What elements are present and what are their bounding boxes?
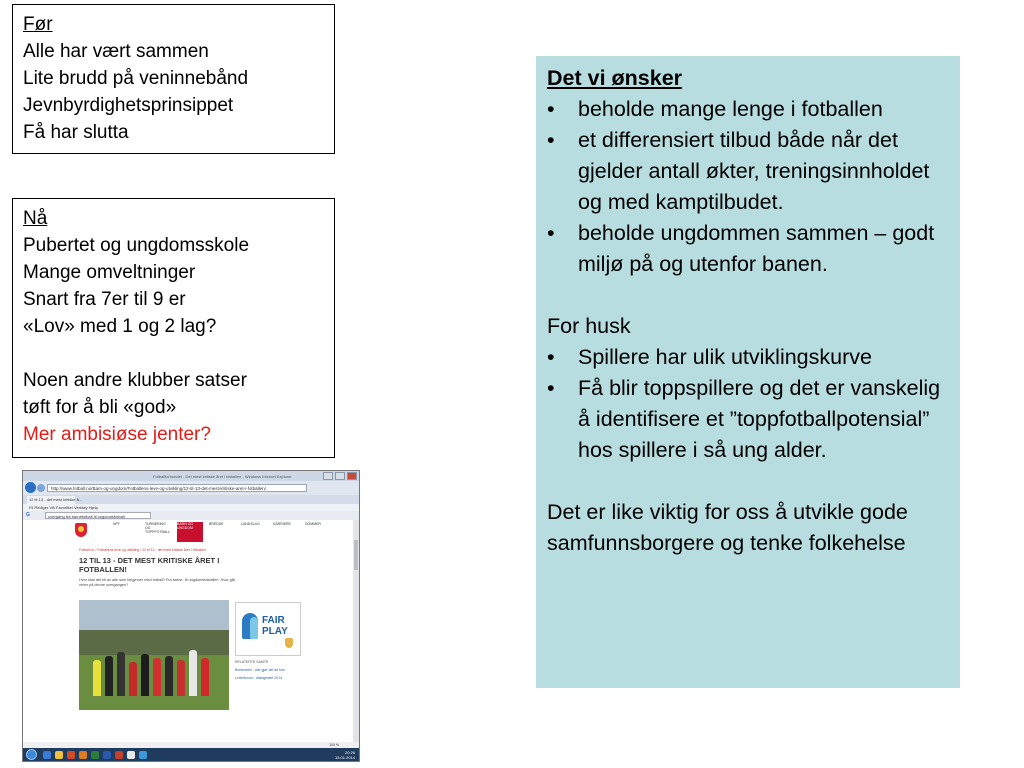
now-line: Mange omveltninger bbox=[23, 262, 196, 283]
club-badge-icon bbox=[285, 638, 293, 648]
powerpoint-icon[interactable] bbox=[115, 751, 123, 759]
ie-icon[interactable] bbox=[43, 751, 51, 759]
sidebar-link[interactable]: Bortsvaren - alle gjør det de kan bbox=[235, 668, 285, 672]
tab-bar bbox=[23, 495, 359, 504]
google-toolbar bbox=[23, 511, 359, 520]
menu-bar[interactable]: Fil Rediger Vis Favoritter Verktøy Hjelp bbox=[23, 504, 359, 511]
fairplay-word: FAIR bbox=[262, 615, 285, 626]
site-nav-item[interactable]: LANDSLAG bbox=[241, 522, 260, 526]
back-arrow-icon[interactable] bbox=[25, 482, 36, 493]
close-button[interactable] bbox=[347, 472, 357, 480]
wishes-panel bbox=[536, 56, 960, 688]
address-bar[interactable]: http://www.fotball.no/Barn-og-ungdom/Fotballens-leve-og-utvikling/12-til-13-det-mest-kritiske-aret-i-fotballen/ bbox=[47, 484, 307, 492]
remember-list bbox=[547, 342, 949, 466]
remember-heading: For husk bbox=[547, 314, 631, 338]
firefox-icon[interactable] bbox=[79, 751, 87, 759]
site-nav-item[interactable]: KARRIERE bbox=[273, 522, 291, 526]
wishes-list bbox=[547, 94, 949, 280]
excel-icon[interactable] bbox=[91, 751, 99, 759]
now-line: Snart fra 7er til 9 er bbox=[23, 289, 186, 310]
site-nav-item-active[interactable]: BARN OG UNGDOM bbox=[177, 522, 203, 542]
scroll-thumb[interactable] bbox=[354, 540, 358, 570]
explorer-icon[interactable] bbox=[55, 751, 63, 759]
minimize-button[interactable] bbox=[323, 472, 333, 480]
now-heading: Nå bbox=[23, 208, 48, 229]
remember-bullet: • Få blir toppspillere og det er vanskelig å identifisere et ”toppfotballpotensial” hos spillere i så ung alder. bbox=[547, 373, 949, 466]
now-line: tøft for å bli «god» bbox=[23, 397, 177, 418]
site-nav-item[interactable]: BREDDE bbox=[209, 522, 224, 526]
now-line: «Lov» med 1 og 2 lag? bbox=[23, 316, 217, 337]
window-titlebar bbox=[23, 471, 359, 481]
before-heading: Før bbox=[23, 14, 53, 35]
clock-date: 15.01.2014 bbox=[334, 755, 355, 760]
site-nav-item[interactable]: DOMMER bbox=[305, 522, 321, 526]
before-line: Få har slutta bbox=[23, 122, 129, 143]
app-icon[interactable] bbox=[139, 751, 147, 759]
fairplay-word: PLAY bbox=[262, 626, 288, 637]
now-line: Pubertet og ungdomsskole bbox=[23, 235, 250, 256]
zoom-level[interactable]: 100 % bbox=[329, 743, 339, 747]
site-nav bbox=[113, 522, 343, 538]
wishes-bullet: • beholde ungdommen sammen – godt miljø på og utenfor banen. bbox=[547, 218, 949, 280]
clock-time: 20:26 bbox=[344, 750, 355, 755]
remember-bullet: • Spillere har ulik utviklingskurve bbox=[547, 342, 949, 373]
start-button-icon[interactable] bbox=[26, 749, 37, 760]
site-nav-item[interactable]: NFF bbox=[113, 522, 120, 526]
spacer bbox=[547, 280, 949, 311]
site-nav-item[interactable]: TURNERING OG TOPPFOTBALL bbox=[145, 522, 171, 534]
before-box bbox=[12, 4, 335, 154]
article-intro: Hvor skal det bli av alle som begynner med fotball? Fra barne- til ungdomsfotballen. Hvor går veien på denne overgangen? bbox=[79, 578, 236, 587]
browser-tab[interactable]: 12 til 13 - det mest kritiske å... bbox=[29, 497, 83, 502]
window-buttons bbox=[323, 472, 357, 480]
spacer bbox=[23, 340, 324, 367]
sidebar-heading: RELATERTE SAKER bbox=[235, 660, 269, 664]
now-line: Noen andre klubber satser bbox=[23, 370, 247, 391]
browser-screenshot bbox=[22, 470, 360, 762]
before-line: Jevnbyrdighetsprinsippet bbox=[23, 95, 234, 116]
before-line: Lite brudd på veninnebånd bbox=[23, 68, 249, 89]
document-icon[interactable] bbox=[127, 751, 135, 759]
media-icon[interactable] bbox=[67, 751, 75, 759]
site-breadcrumb[interactable]: Fotball.no / Fotballens leve og utvikling / 12 til 13 - det mest kritiske året i fotballen bbox=[79, 548, 206, 552]
before-line: Alle har vært sammen bbox=[23, 41, 209, 62]
now-box bbox=[12, 198, 335, 458]
word-icon[interactable] bbox=[103, 751, 111, 759]
spacer bbox=[547, 466, 949, 497]
fairplay-logo bbox=[235, 602, 301, 656]
closing-text: Det er like viktig for oss å utvikle gode samfunnsborgere og tenke folkehelse bbox=[547, 500, 908, 555]
system-clock bbox=[335, 750, 355, 760]
wishes-bullet: • et differensiert tilbud både når det gjelder antall økter, treningsinnholdet og med kamptilbudet. bbox=[547, 125, 949, 218]
google-search-input[interactable]: overgang fra barnefotball til ungdomsfotball bbox=[45, 512, 151, 519]
forward-arrow-icon[interactable] bbox=[37, 484, 45, 492]
window-title: Fotballforbundet - Det mest kritiske året i fotballen - Windows Internet Explorer bbox=[153, 474, 292, 479]
wishes-heading: Det vi ønsker bbox=[547, 66, 683, 90]
sidebar-link[interactable]: Lederforum - dialogmøte 2014 bbox=[235, 676, 283, 680]
wishes-bullet: • beholde mange lenge i fotballen bbox=[547, 94, 949, 125]
nff-crest-icon bbox=[75, 523, 87, 537]
now-red-line: Mer ambisiøse jenter? bbox=[23, 424, 211, 445]
related-sidebar bbox=[235, 660, 299, 740]
google-logo-icon: G bbox=[26, 512, 30, 518]
article-title: 12 TIL 13 - DET MEST KRITISKE ÅRET I FOTBALLEN! bbox=[79, 556, 220, 574]
taskbar bbox=[23, 748, 359, 761]
scrollbar[interactable] bbox=[353, 520, 359, 742]
web-page bbox=[23, 520, 353, 742]
browser-navbar bbox=[23, 481, 359, 495]
team-photo bbox=[79, 600, 229, 710]
maximize-button[interactable] bbox=[335, 472, 345, 480]
